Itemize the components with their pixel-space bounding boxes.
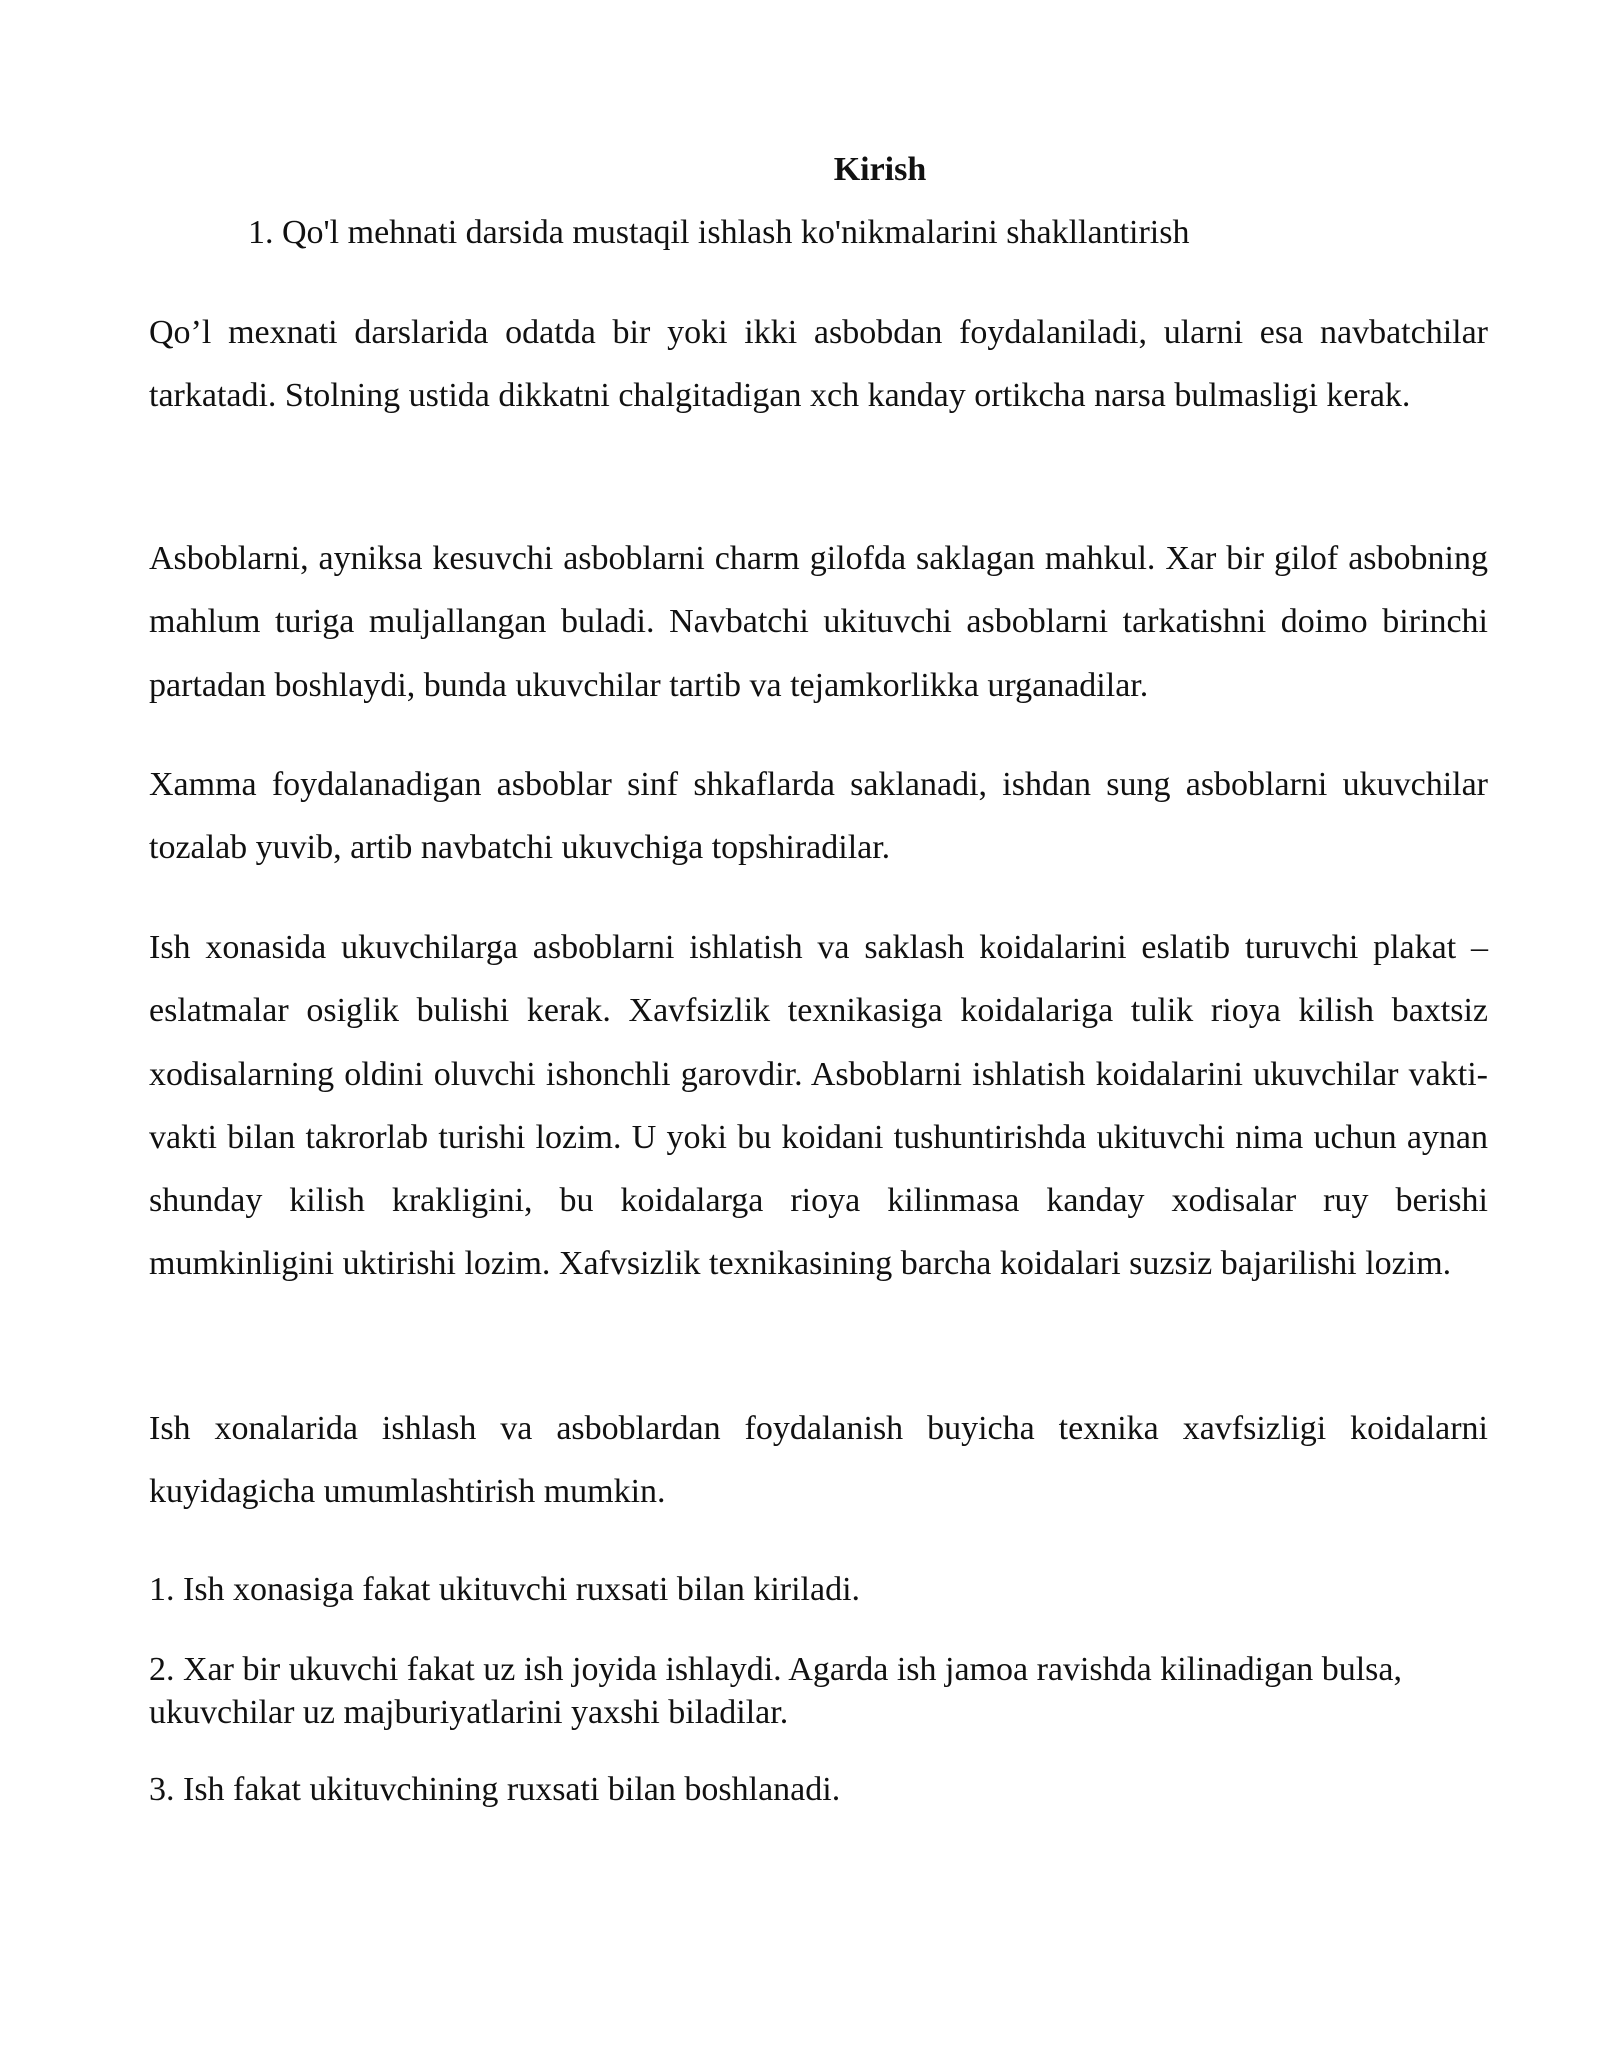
list-item-3: 3. Ish fakat ukituvchining ruxsati bilan boshlanadi. [149,1771,841,1808]
paragraph-2: Asboblarni, ayniksa kesuvchi asboblarni charm gilofda saklagan mahkul. Xar bir gilof asbobning mahlum turiga muljallangan buladi. Navbatchi ukituvchi asboblarni tarkatishni doimo birinchi partadan boshlaydi, bunda ukuvchilar tartib va tejamkorlikka urganadilar. [149,540,1488,704]
paragraph-4: Ish xonasida ukuvchilarga asboblarni ishlatish va saklash koidalarini eslatib turuvchi plakat – eslatmalar osiglik bulishi kerak. Xavfsizlik texnikasiga koidalariga tulik rioya kilish baxtsiz xodisalarning oldini oluvchi ishonchli garovdir. Asboblarni ishlatish koidalarini ukuvchilar vakti-vakti bilan takrorlab turishi lozim. U yoki bu koidani tushuntirishda ukituvchi nima uchun aynan shunday kilish krakligini, bu koidalarga rioya kilinmasa kanday xodisalar ruy berishi mumkinligini uktirishi lozim. Xafvsizlik texnikasining barcha koidalari suzsiz bajarilishi lozim. [149,929,1488,1283]
list-item-2: 2. Xar bir ukuvchi fakat uz ish joyida ishlaydi. Agarda ish jamoa ravishda kilinadigan bulsa, ukuvchilar uz majburiyatlarini yaxshi biladilar. [149,1651,1402,1731]
list-item-1: 1. Ish xonasiga fakat ukituvchi ruxsati bilan kiriladi. [149,1571,861,1608]
section-heading: 1. Qo'l mehnati darsida mustaqil ishlash ko'nikmalarini shakllantirish [248,214,1190,251]
paragraph-3: Xamma foydalanadigan asboblar sinf shkaflarda saklanadi, ishdan sung asboblarni ukuvchilar tozalab yuvib, artib navbatchi ukuvchiga topshiradilar. [149,766,1488,867]
page-title: Kirish [833,151,927,188]
paragraph-5: Ish xonalarida ishlash va asboblardan foydalanish buyicha texnika xavfsizligi koidalarni kuyidagicha umumlashtirish mumkin. [149,1410,1488,1511]
paragraph-1: Qo’l mexnati darslarida odatda bir yoki ikki asbobdan foydalaniladi, ularni esa navbatchilar tarkatadi. Stolning ustida dikkatni chalgitadigan xch kanday ortikcha narsa bulmasligi kerak. [149,314,1488,415]
